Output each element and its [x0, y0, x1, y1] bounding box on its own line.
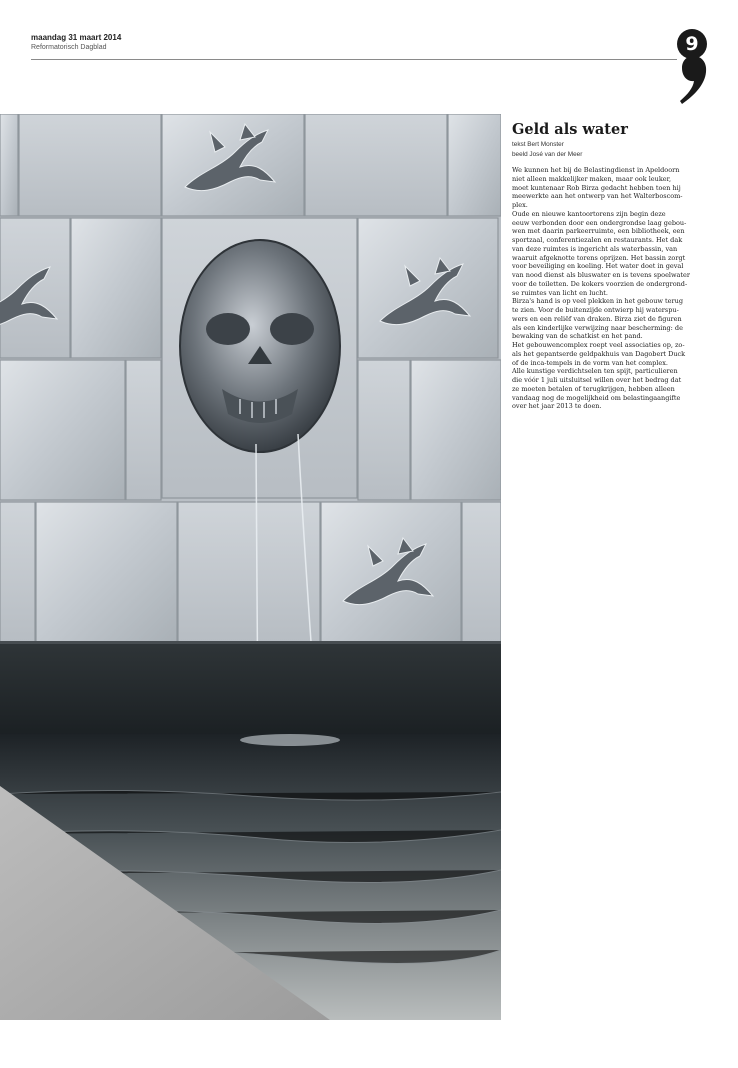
article-body-line: of de inca-tempels in de vorm van het complex. — [512, 358, 668, 367]
article-body-line: niet alleen makkelijker maken, maar ook leuker, — [512, 174, 672, 183]
article-body-line: van deze ruimtes is ingericht als waterbassin, van — [512, 244, 678, 253]
article-credits — [512, 140, 582, 159]
issue-date: maandag 31 maart 2014 — [31, 33, 122, 42]
comma-logo-icon — [673, 48, 713, 108]
article-body-line: waaruit afgeknotte torens oprijzen. Het bassin zorgt — [512, 253, 686, 262]
article-body-line: vandaag nog de mogelijkheid om belastingaangifte — [512, 393, 681, 402]
article-body-line: se ruimtes van licht en lucht. — [512, 288, 608, 297]
article-body-line: wen met daarin parkeerruimte, een bibliotheek, een — [512, 227, 685, 236]
article-body-line: We kunnen het bij de Belastingdienst in Apeldoorn — [512, 166, 680, 174]
photo-credit: beeld José van der Meer — [512, 150, 583, 158]
article-body — [512, 166, 708, 411]
article-body-line: sportzaal, conferentiezalen en restaurants. Het dak — [512, 236, 683, 244]
fountain-photo — [0, 114, 501, 1020]
article-body-line: meewerkte aan het ontwerp van het Walterboscom- — [512, 192, 683, 201]
article-body-line: bewaking van de schatkist en het pand. — [512, 332, 643, 341]
article-body-line: plex. — [512, 201, 528, 209]
article-photo — [0, 114, 501, 1020]
article-body-line: Het gebouwencomplex roept veel associaties op, zo- — [512, 341, 685, 349]
newspaper-name: Reformatorisch Dagblad — [31, 44, 107, 51]
article-body-line: moet kuntenaar Rob Birza gedacht hebben toen hij — [512, 183, 681, 192]
page-header — [31, 31, 677, 60]
article-headline: Geld als water — [512, 120, 628, 138]
article-body-line: over het jaar 2013 te doen. — [512, 402, 602, 411]
article-body-line: ze moeten betalen of terugkrijgen, hebben alleen — [512, 384, 675, 393]
article-body-line: te zien. Voor de buitenzijde ontwierp hij waterspu- — [512, 306, 679, 314]
text-credit: tekst Bert Monster — [512, 141, 564, 148]
article-body-line: wers en een reliëf van draken. Birza ziet de figuren — [512, 314, 682, 323]
article-body-line: die vóór 1 juli uitsluitsel willen over het bedrag dat — [512, 376, 682, 384]
article-body-line: eeuw verbonden door een ondergrondse laag gebou- — [512, 218, 687, 227]
article-body-line: als een kinderlijke verwijzing naar bescherming: de — [512, 323, 683, 332]
article-body-line: Alle kunstige verdichtselen ten spijt, particulieren — [512, 367, 678, 376]
article-body-line: voor beveiliging en koeling. Het water doet in geval — [512, 262, 684, 271]
skull-spout-icon — [180, 240, 340, 452]
article-body-line: als het gepantserde geldpakhuis van Dagobert Duck — [512, 349, 686, 358]
article-body-line: Oude en nieuwe kantoortorens zijn begin deze — [512, 209, 666, 218]
page-number-badge: 9 — [677, 29, 707, 59]
article-body-line: voor de toiletten. De kokers voorzien de ondergrond- — [512, 279, 688, 288]
article-body-line: van nood dienst als bluswater en is tevens spoelwater — [512, 271, 691, 279]
article-body-line: Birza's hand is op veel plekken in het gebouw terug — [512, 297, 683, 306]
